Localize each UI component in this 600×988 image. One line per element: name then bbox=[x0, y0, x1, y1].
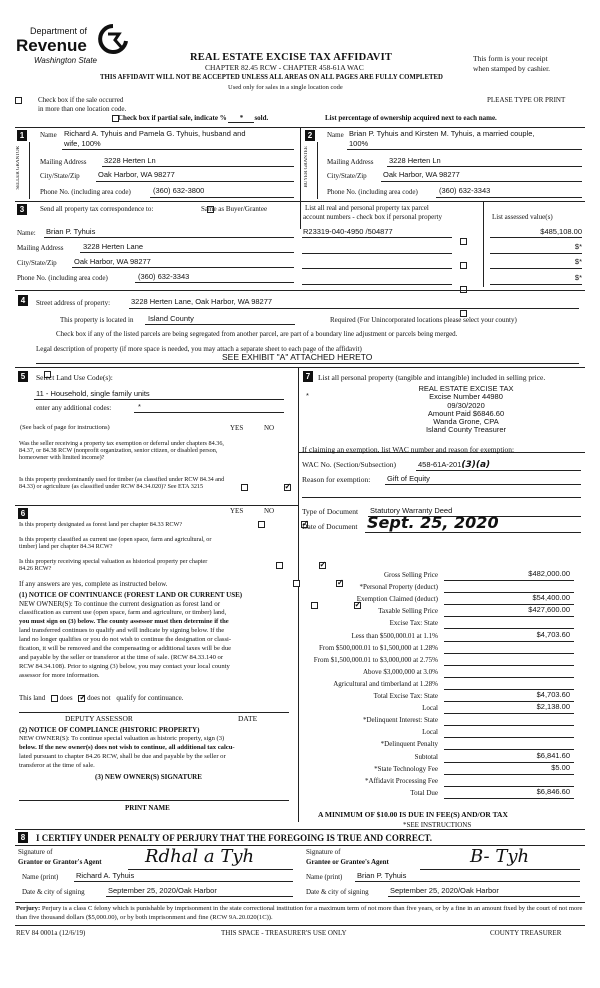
buyer-mail-label: Mailing Address bbox=[327, 158, 374, 166]
buyer-mail[interactable]: 3228 Herten Ln bbox=[389, 156, 441, 165]
grantee-signature[interactable]: B- Tyh bbox=[470, 846, 530, 867]
calc-value[interactable]: $6,846.60 bbox=[536, 787, 570, 796]
calc-value[interactable]: $6,841.60 bbox=[536, 751, 570, 760]
treasurer-stamp bbox=[396, 385, 536, 435]
located-label: This property is located in bbox=[60, 316, 134, 324]
calc-value[interactable]: $427,600.00 bbox=[528, 605, 570, 614]
notice1-line: classification as current use (open space, farm and agriculture, or timber) land, bbox=[19, 609, 227, 616]
seller-name[interactable]: Richard A. Tyhuis and Pamela G. Tyhuis, husband and bbox=[64, 129, 246, 138]
continuance-row bbox=[19, 694, 183, 702]
single-location: Used only for sales in a single location code bbox=[228, 84, 343, 91]
calc-label: *Affidavit Processing Fee bbox=[365, 777, 438, 785]
legal-label: Legal description of property (if more space is needed, you may attach a separate sheet to each page of the affidavit) bbox=[36, 345, 362, 353]
wac-handwritten: (3)(a) bbox=[461, 460, 491, 470]
tax-phone-label: Phone No. (including area code) bbox=[17, 274, 108, 282]
street-address[interactable]: 3228 Herten Lane, Oak Harbor, WA 98277 bbox=[131, 297, 273, 306]
buyer-city[interactable]: Oak Harbor, WA 98277 bbox=[383, 170, 460, 179]
parcel-header-2: account numbers - check box if personal property bbox=[303, 213, 442, 221]
grantor-sig-label-2: Grantor or Grantor's Agent bbox=[18, 858, 102, 866]
s6-no-header: NO bbox=[264, 507, 275, 515]
calc-label: Above $3,000,000 at 3.0% bbox=[362, 668, 438, 676]
this-land-label: This land bbox=[19, 694, 46, 702]
stamp-line: Wanda Grone, CPA bbox=[433, 417, 499, 426]
personal-property-star[interactable]: * bbox=[306, 391, 309, 400]
notice1-line: RCW 84.34.108). Prior to signing (3) below, you may contact your local county bbox=[19, 663, 230, 670]
form-revision: REV 84 0001a (12/6/19) bbox=[16, 929, 86, 937]
notice1-title: (1) NOTICE OF CONTINUANCE (FOREST LAND OR CURRENT USE) bbox=[19, 591, 243, 599]
notice2-line: NEW OWNER(S): To continue special valuation as historic property, sign (3) bbox=[19, 735, 225, 742]
perjury-label: Perjury: bbox=[16, 905, 41, 912]
s5-q1-no[interactable] bbox=[284, 484, 291, 491]
deputy-assessor-label: DEPUTY ASSESSOR bbox=[65, 714, 133, 723]
ownership-note: List percentage of ownership acquired next to each name. bbox=[325, 114, 497, 122]
notice1-line: you must sign on (3) below. The county assessor must then determine if the bbox=[19, 618, 229, 625]
seller-city-label: City/State/Zip bbox=[40, 172, 80, 180]
tax-city-label: City/State/Zip bbox=[17, 259, 57, 267]
parcel-assessed-value[interactable]: $* bbox=[574, 257, 582, 266]
parcel-header-1: List all real and personal property tax parcel bbox=[305, 204, 429, 212]
calc-value[interactable]: $4,703.60 bbox=[536, 630, 570, 639]
perjury-statement bbox=[16, 905, 584, 922]
multi-location-checkbox[interactable] bbox=[15, 97, 22, 104]
personal-property-checkbox[interactable] bbox=[460, 262, 467, 269]
perjury-text: Perjury is a class C felony which is punishable by imprisonment in the state correctional institution for a maximum term of not more than five years, or by a fine in an amount fixed by the court of not more than five thousand dollars ($5,000.00), or by both imprisonment and fine (RCW 9A.20.020(1C)). bbox=[16, 905, 583, 921]
personal-property-intro: List all personal property (tangible and intangible) included in selling price. bbox=[318, 373, 546, 382]
parcel-assessed-value[interactable]: $* bbox=[574, 273, 582, 282]
calc-label: Taxable Selling Price bbox=[378, 607, 438, 615]
calc-label: From $500,000.01 to $1,500,000 at 1.28% bbox=[319, 644, 438, 652]
notice2-line: below. If the new owner(s) does not wish to continue, all additional tax calcu- bbox=[19, 744, 235, 751]
s6-q1-yes[interactable] bbox=[276, 562, 283, 569]
grantee-sig-label-2: Grantee or Grantee's Agent bbox=[306, 858, 389, 866]
calc-value[interactable]: $5.00 bbox=[551, 763, 570, 772]
same-as-buyer-label: Same as Buyer/Grantee bbox=[201, 205, 268, 213]
notice1-line: NEW OWNER(S): To continue the current designation as forest land or bbox=[19, 600, 221, 608]
calc-label: Total Excise Tax: State bbox=[373, 692, 438, 700]
new-owner-signature-label: (3) NEW OWNER(S) SIGNATURE bbox=[95, 773, 202, 781]
warning-line: THIS AFFIDAVIT WILL NOT BE ACCEPTED UNLESS ALL AREAS ON ALL PAGES ARE FULLY COMPLETED bbox=[100, 74, 443, 81]
state-line: Washington State bbox=[34, 56, 98, 65]
calc-label: Local bbox=[422, 728, 438, 736]
grantor-date-label: Date & city of signing bbox=[22, 888, 85, 896]
multi-location-label-1: Check box if the sale occurred bbox=[38, 96, 124, 104]
seller-side-label: SELLER GRANTOR bbox=[16, 146, 21, 190]
seller-name-label: Name bbox=[40, 131, 57, 139]
does-not-label: does not bbox=[87, 694, 111, 702]
calc-label: Local bbox=[422, 704, 438, 712]
qualify-label: qualify for continuance. bbox=[116, 694, 184, 702]
does-label: does bbox=[59, 694, 73, 702]
s6-question-3: Is this property receiving special valuation as historical property per chapter 84.26 RCW? bbox=[19, 558, 208, 573]
calc-label: Exemption Claimed (deduct) bbox=[356, 595, 438, 603]
s5-question-1: Was the seller receiving a property tax exemption or deferral under chapters 84.36, 84.37, or 84.38 RCW (nonprofit organization, senior citizen, or disabled person, homeowner with limited income)? bbox=[19, 440, 224, 462]
reason-label: Reason for exemption: bbox=[302, 475, 371, 484]
s6-question-1: Is this property designated as forest land per chapter 84.33 RCW? bbox=[19, 521, 183, 528]
doc-type-label: Type of Document bbox=[302, 507, 359, 516]
tax-name-label: Name: bbox=[17, 229, 36, 237]
grantee-date-label: Date & city of signing bbox=[306, 888, 369, 896]
send-correspondence-label: Send all property tax correspondence to: bbox=[40, 205, 154, 213]
receipt-line-2: when stamped by cashier. bbox=[473, 64, 551, 73]
revenue-word: Revenue bbox=[16, 36, 87, 55]
buyer-name-2[interactable]: 100% bbox=[349, 139, 369, 148]
stamp-line: Amount Paid $6846.60 bbox=[427, 408, 505, 418]
calc-label: Less than $500,000.01 at 1.1% bbox=[351, 632, 438, 640]
notice2-title: (2) NOTICE OF COMPLIANCE (HISTORIC PROPERTY) bbox=[19, 726, 200, 734]
county[interactable]: Island County bbox=[148, 314, 194, 323]
additional-codes-label: enter any additional codes: bbox=[36, 404, 112, 412]
wac-printed: 458-61A-201 bbox=[418, 460, 462, 469]
doc-date-label: Date of Document bbox=[302, 522, 358, 531]
calc-label: *State Technology Fee bbox=[374, 765, 438, 773]
partial-sale-pct[interactable]: * bbox=[228, 114, 254, 123]
calc-value[interactable]: $4,703.60 bbox=[536, 690, 570, 699]
section-6-badge: 6 bbox=[18, 508, 28, 519]
see-instructions: *SEE INSTRUCTIONS bbox=[403, 821, 472, 829]
assessed-header: List assessed value(s) bbox=[492, 213, 553, 221]
revenue-logo bbox=[16, 24, 131, 70]
minimum-fee-note: A MINIMUM OF $10.00 IS DUE IN FEE(S) AND/OR TAX bbox=[318, 810, 508, 819]
notice1-line: fication, it will be removed and the compensating or additional taxes will be due bbox=[19, 645, 232, 652]
dept-line: Department of bbox=[30, 26, 88, 36]
notice1-line: assessor for more information. bbox=[19, 672, 100, 679]
calc-label: *Personal Property (deduct) bbox=[359, 583, 438, 591]
county-required: Required (For Unincorporated locations please select your county) bbox=[330, 316, 517, 324]
legal-description[interactable]: SEE EXHIBIT "A" ATTACHED HERETO bbox=[222, 352, 373, 362]
buyer-city-label: City/State/Zip bbox=[327, 172, 367, 180]
tax-mail-label: Mailing Address bbox=[17, 244, 64, 252]
form-title: REAL ESTATE EXCISE TAX AFFIDAVIT bbox=[190, 52, 393, 63]
does-not-checkbox[interactable] bbox=[78, 695, 85, 702]
notice2-line: lated pursuant to chapter 84.26 RCW, shall be due and payable by the seller or bbox=[19, 753, 226, 760]
s6-yes-header: YES bbox=[230, 507, 244, 515]
buyer-phone[interactable]: (360) 632-3343 bbox=[439, 186, 491, 195]
exemption-reason[interactable]: Gift of Equity bbox=[387, 474, 430, 483]
section-2-badge: 2 bbox=[305, 130, 315, 141]
type-or-print: PLEASE TYPE OR PRINT bbox=[487, 96, 566, 104]
grantee-date[interactable]: September 25, 2020/Oak Harbor bbox=[390, 886, 499, 895]
notice1-line: land transferred continues to qualify and will indicate by signing below. If the bbox=[19, 627, 225, 634]
tax-name[interactable]: Brian P. Tyhuis bbox=[46, 227, 96, 236]
additional-codes[interactable]: * bbox=[138, 402, 141, 411]
s6-q1-no[interactable] bbox=[319, 562, 326, 569]
section-5-badge: 5 bbox=[18, 371, 28, 382]
notice1-line: land no longer qualifies or you do not wish to continue the designation or classi- bbox=[19, 636, 232, 643]
land-use-label: Select Land Use Code(s): bbox=[36, 373, 113, 382]
section-7-badge: 7 bbox=[303, 371, 313, 382]
buyer-phone-label: Phone No. (including area code) bbox=[327, 188, 418, 196]
street-label: Street address of property: bbox=[36, 299, 111, 307]
section-3-badge: 3 bbox=[17, 204, 27, 215]
personal-property-checkbox[interactable] bbox=[460, 238, 467, 245]
calc-label: *Delinquent Interest: State bbox=[362, 716, 438, 724]
seller-mail-label: Mailing Address bbox=[40, 158, 87, 166]
grantee-name[interactable]: Brian P. Tyhuis bbox=[357, 871, 407, 880]
section-8-badge: 8 bbox=[18, 832, 28, 843]
grantee-sig-label-1: Signature of bbox=[306, 848, 341, 856]
doc-type[interactable]: Statutory Warranty Deed bbox=[370, 506, 453, 515]
stamp-line: Island County Treasurer bbox=[425, 425, 507, 435]
wac-number[interactable] bbox=[418, 460, 490, 470]
tax-mail[interactable]: 3228 Herten Lane bbox=[83, 242, 144, 251]
seller-phone-label: Phone No. (including area code) bbox=[40, 188, 131, 196]
tax-phone[interactable]: (360) 632-3343 bbox=[138, 272, 190, 281]
does-checkbox[interactable] bbox=[51, 695, 58, 702]
certify-statement: I CERTIFY UNDER PENALTY OF PERJURY THAT THE FOREGOING IS TRUE AND CORRECT. bbox=[36, 833, 433, 843]
calc-value[interactable]: $54,400.00 bbox=[532, 593, 570, 602]
buyer-name-label: Name bbox=[327, 131, 344, 139]
s5-q2-yes[interactable] bbox=[258, 521, 265, 528]
partial-sale-label bbox=[118, 114, 268, 123]
s5-question-2: Is this property predominantly used for timber (as classified under RCW 84.34 and 84.33) or agriculture (as classified under RCW 84.34.020)? See ETA 3215 bbox=[19, 476, 225, 491]
calc-value[interactable]: $2,138.00 bbox=[536, 702, 570, 711]
assessor-date-label: DATE bbox=[238, 714, 258, 723]
print-name-label: PRINT NAME bbox=[125, 804, 170, 812]
grantor-name-label: Name (print) bbox=[22, 873, 59, 881]
land-use-code[interactable]: 11 - Household, single family units bbox=[36, 389, 150, 398]
doc-date[interactable]: Sept. 25, 2020 bbox=[367, 513, 499, 532]
s5-q1-yes[interactable] bbox=[241, 484, 248, 491]
grantee-name-label: Name (print) bbox=[306, 873, 343, 881]
any-yes-note: If any answers are yes, complete as instructed below. bbox=[19, 580, 168, 588]
county-treasurer-label: COUNTY TREASURER bbox=[490, 929, 562, 937]
chapter-line: CHAPTER 82.45 RCW - CHAPTER 458-61A WAC bbox=[205, 63, 364, 72]
grantor-sig-label-1: Signature of bbox=[18, 848, 53, 856]
s5-yes-header: YES bbox=[230, 424, 244, 432]
calc-label: Excise Tax: State bbox=[389, 619, 438, 627]
receipt-line-1: This form is your receipt bbox=[473, 54, 548, 63]
parcel-number[interactable]: R23319-040-4950 /504877 bbox=[303, 227, 393, 236]
parcel-assessed-value[interactable]: $* bbox=[574, 242, 582, 251]
calc-label: Agricultural and timberland at 1.28% bbox=[333, 680, 438, 688]
grantor-name[interactable]: Richard A. Tyhuis bbox=[76, 871, 135, 880]
s6-question-2: Is this property classified as current use (open space, farm and agricultural, or timber) land per chapter 84.34 RCW? bbox=[19, 536, 212, 551]
exemption-label: If claiming an exemption, list WAC number and reason for exemption: bbox=[302, 445, 515, 454]
s5-no-header: NO bbox=[264, 424, 275, 432]
segregated-label: Check box if any of the listed parcels are being segregated from another parcel, are part of a boundary line adjustment or parcels being merged. bbox=[56, 330, 458, 338]
section-1-badge: 1 bbox=[17, 130, 27, 141]
calc-label: Gross Selling Price bbox=[383, 571, 438, 579]
seller-name-2[interactable]: wife, 100% bbox=[64, 139, 101, 148]
calc-label: Subtotal bbox=[414, 753, 438, 761]
wac-label: WAC No. (Section/Subsection) bbox=[302, 460, 396, 469]
calc-label: *Delinquent Penalty bbox=[380, 740, 438, 748]
buyer-side-label: BUYER GRANTEE bbox=[304, 146, 309, 188]
see-back-note: (See back of page for instructions) bbox=[20, 424, 110, 431]
grantor-signature[interactable]: Rdhal a Tyh bbox=[145, 846, 255, 867]
seller-phone[interactable]: (360) 632-3800 bbox=[153, 186, 205, 195]
stamp-line: 09/30/2020 bbox=[447, 400, 485, 410]
stamp-line: REAL ESTATE EXCISE TAX bbox=[418, 384, 514, 393]
revenue-logo-icon bbox=[98, 24, 128, 56]
partial-sale-text: Check box if partial sale, indicate % bbox=[118, 114, 227, 122]
calc-value[interactable]: $482,000.00 bbox=[528, 569, 570, 578]
notice2-line: transferor at the time of sale. bbox=[19, 762, 95, 769]
calc-label: Total Due bbox=[410, 789, 438, 797]
multi-location-label-2: in more than one location code. bbox=[38, 105, 127, 113]
seller-city[interactable]: Oak Harbor, WA 98277 bbox=[98, 170, 175, 179]
parcel-assessed-value[interactable]: $485,108.00 bbox=[540, 227, 582, 236]
notice1-line: and payable by the seller or transferor at the time of sale. (RCW 84.33.140 or bbox=[19, 654, 224, 661]
grantor-date[interactable]: September 25, 2020/Oak Harbor bbox=[108, 886, 217, 895]
section-4-badge: 4 bbox=[18, 295, 28, 306]
buyer-name[interactable]: Brian P. Tyhuis and Kirsten M. Tyhuis, a married couple, bbox=[349, 129, 535, 138]
tax-city[interactable]: Oak Harbor, WA 98277 bbox=[74, 257, 151, 266]
seller-mail[interactable]: 3228 Herten Ln bbox=[104, 156, 156, 165]
stamp-line: Excise Number 44980 bbox=[429, 392, 503, 402]
treasurer-use-only: THIS SPACE - TREASURER'S USE ONLY bbox=[221, 929, 347, 937]
calc-label: From $1,500,000.01 to $3,000,000 at 2.75% bbox=[313, 656, 438, 664]
partial-sale-sold: sold. bbox=[254, 114, 269, 122]
